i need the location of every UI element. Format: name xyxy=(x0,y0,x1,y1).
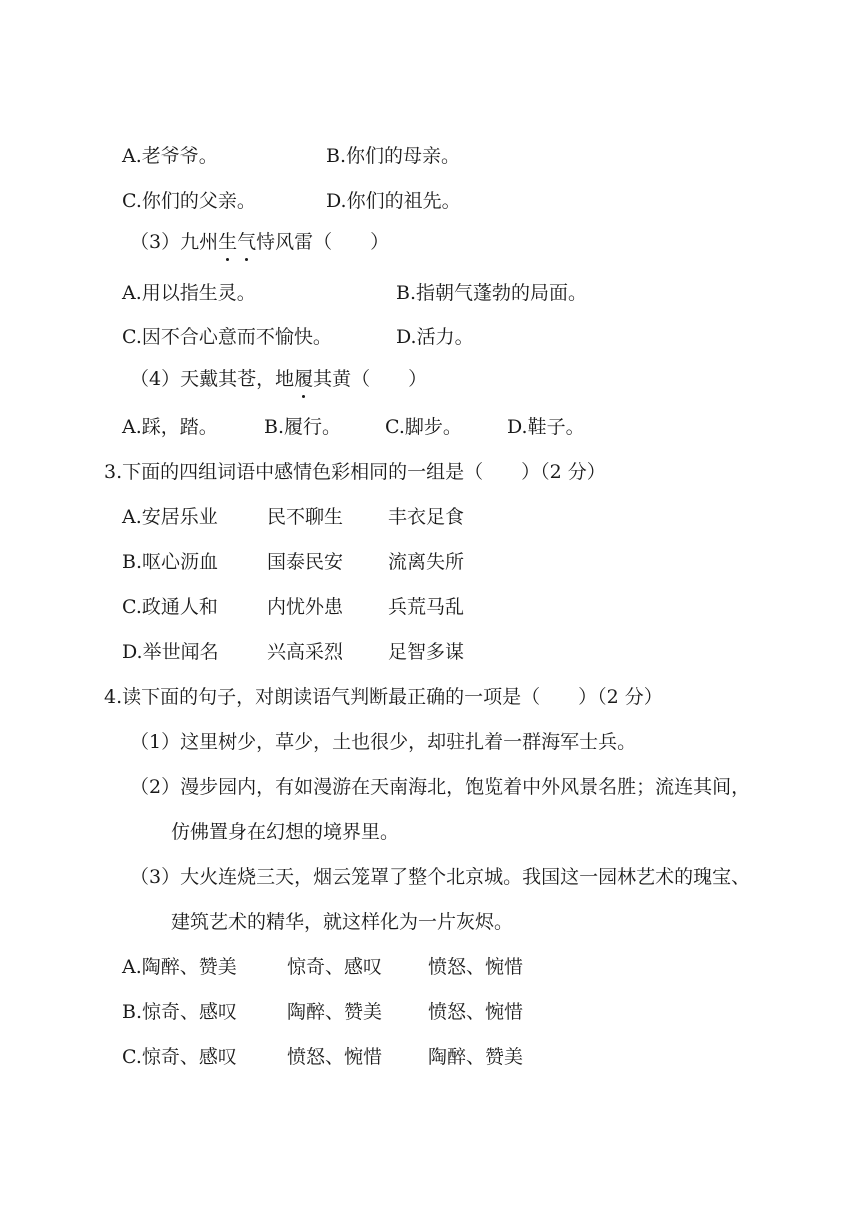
q4-option-c-word-3: 陶醉、赞美 xyxy=(428,1046,524,1068)
q4-sentence-2-line-2: 仿佛置身在幻想的境界里。 xyxy=(171,821,400,843)
q2-sub4-option-c: C.脚步。 xyxy=(385,416,462,438)
q4-sentence-3-line-1: （3）大火连烧三天，烟云笼罩了整个北京城。我国这一园林艺术的瑰宝、 xyxy=(130,866,751,888)
q4-option-b-word-2: 陶醉、赞美 xyxy=(287,1001,383,1023)
q2-sub3-number: （3） xyxy=(130,231,181,253)
q2-sub4-option-d: D.鞋子。 xyxy=(507,416,585,438)
q4-option-a-label: A.陶醉、赞美 xyxy=(122,956,237,978)
q3-option-d-word-2: 兴高采烈 xyxy=(267,641,344,663)
q3-stem: 3.下面的四组词语中感情色彩相同的一组是（ ）（2 分） xyxy=(104,461,606,483)
q2-option-c: C.你们的父亲。 xyxy=(122,190,256,212)
q2-sub3-dotted-char-2: 气 xyxy=(237,231,257,253)
q2-sub3-dotted-char-1: 生 xyxy=(218,231,238,253)
q3-option-b-label: B.呕心沥血 xyxy=(122,551,219,573)
q2-sub3-text-post: 恃风雷（ ） xyxy=(256,231,390,253)
q3-option-a-word-3: 丰衣足食 xyxy=(388,506,465,528)
q4-sentence-3-line-2: 建筑艺术的精华，就这样化为一片灰烬。 xyxy=(171,911,514,933)
q2-sub4-option-a: A.踩，踏。 xyxy=(122,416,218,438)
q2-option-a: A.老爷爷。 xyxy=(122,145,218,167)
q4-option-b-label: B.惊奇、感叹 xyxy=(122,1001,238,1023)
q2-sub3-option-d: D.活力。 xyxy=(396,326,474,348)
q3-option-b-word-3: 流离失所 xyxy=(388,551,465,573)
q4-sentence-2-line-1: （2）漫步园内，有如漫游在天南海北，饱览着中外风景名胜；流连其间， xyxy=(130,776,751,798)
q3-option-b-word-2: 国泰民安 xyxy=(267,551,344,573)
q2-sub3-option-b: B.指朝气蓬勃的局面。 xyxy=(396,282,588,304)
q2-option-d: D.你们的祖先。 xyxy=(326,190,461,212)
q2-sub4-number: （4） xyxy=(130,368,181,390)
q3-option-a-label: A.安居乐业 xyxy=(122,506,218,528)
q2-sub4-dotted-char: 履 xyxy=(294,368,314,390)
q3-option-d-word-3: 足智多谋 xyxy=(388,641,465,663)
q2-sub4-stem xyxy=(130,366,427,392)
q2-sub3-option-a: A.用以指生灵。 xyxy=(122,282,256,304)
q3-option-c-word-2: 内忧外患 xyxy=(267,596,344,618)
q3-option-c-word-3: 兵荒马乱 xyxy=(388,596,465,618)
q2-sub3-stem xyxy=(130,229,389,255)
q3-option-a-word-2: 民不聊生 xyxy=(267,506,344,528)
q4-option-a-word-3: 愤怒、惋惜 xyxy=(428,956,524,978)
q4-option-c-word-2: 愤怒、惋惜 xyxy=(287,1046,383,1068)
q3-option-d-label: D.举世闻名 xyxy=(122,641,219,663)
q2-sub3-text-pre: 九州 xyxy=(180,231,219,253)
q4-option-a-word-2: 惊奇、感叹 xyxy=(287,956,383,978)
q4-sentence-1: （1）这里树少，草少，土也很少，却驻扎着一群海军士兵。 xyxy=(130,731,637,753)
q3-option-c-label: C.政通人和 xyxy=(122,596,218,618)
q2-sub4-option-b: B.履行。 xyxy=(264,416,342,438)
q2-sub4-text-post: 其黄（ ） xyxy=(313,368,428,390)
q4-option-c-label: C.惊奇、感叹 xyxy=(122,1046,237,1068)
q4-stem: 4.读下面的句子，对朗读语气判断最正确的一项是（ ）（2 分） xyxy=(104,686,663,708)
q2-sub4-text-pre: 天戴其苍，地 xyxy=(180,368,295,390)
q2-option-b: B.你们的母亲。 xyxy=(326,145,461,167)
q4-option-b-word-3: 愤怒、惋惜 xyxy=(428,1001,524,1023)
q2-sub3-option-c: C.因不合心意而不愉快。 xyxy=(122,326,332,348)
